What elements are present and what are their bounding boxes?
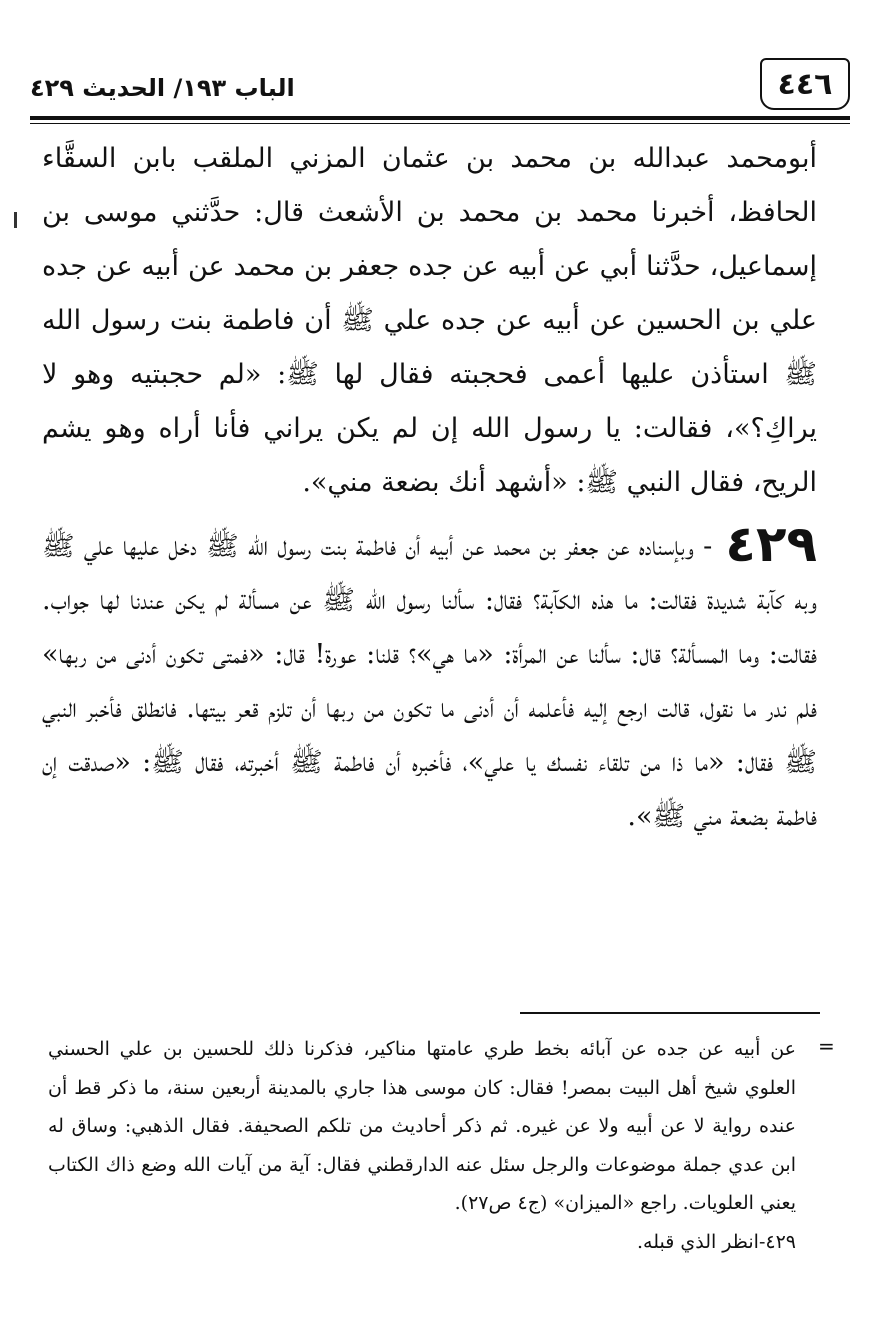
footnote-separator bbox=[520, 1012, 820, 1014]
footnote-continuation-marker: = bbox=[818, 1034, 835, 1058]
running-title: الباب ١٩٣/ الحديث ٤٢٩ bbox=[30, 74, 295, 102]
header-rule bbox=[30, 116, 850, 120]
paragraph-2: - وبإسناده عن جعفر بن محمد عن أبيه أن فاطمة بنت رسول الله ﷺ دخل عليها علي ﷺ وبه كآبة شديدة فقالت: ما هذه الكآبة؟ فقال: سألنا رسول الله ﷺ عن مسألة لم يكن عندنا لها جواب. فقالت: وما المسألة؟ قال: سألنا عن المرأة: «ما هي»؟ قلنا: عورة! قال: «فمتى تكون أدنى من ربها» فلم ندر ما نقول، قالت ارجع إليه فأعلمه أن أدنى ما تكون من ربها أن تلزم قعر بيتها. فانطلق فأخبر النبي ﷺ فقال: «ما ذا من تلقاء نفسك يا علي»، فأخبره أن فاطمة ﷺ أخبرته، فقال ﷺ: «صدقت إن فاطمة بضعة مني ﷺ». bbox=[42, 531, 817, 832]
hadith-number: ٤٢٩ bbox=[725, 515, 817, 573]
header-rule-thin bbox=[30, 123, 850, 124]
page-number: ٤٤٦ bbox=[760, 58, 850, 110]
page-header bbox=[30, 58, 850, 120]
hadith-429 bbox=[42, 515, 817, 844]
main-text bbox=[42, 132, 817, 844]
footnotes bbox=[48, 1030, 796, 1261]
footnote-2: ٤٢٩-انظر الذي قبله. bbox=[636, 1230, 796, 1253]
paragraph-1: أبومحمد عبدالله بن محمد بن عثمان المزني الملقب بابن السقَّاء الحافظ، أخبرنا محمد بن محمد بن الأشعث قال: حدَّثني موسى بن إسماعيل، حدَّثنا أبي عن أبيه عن جده جعفر بن محمد عن أبيه عن جده علي بن الحسين عن أبيه عن جده علي ﷺ أن فاطمة بنت رسول الله ﷺ استأذن عليها أعمى فحجبته فقال لها ﷺ: «لم حجبتيه وهو لا يراكِ؟»، فقالت: يا رسول الله إن لم يكن يراني فأنا أراه وهو يشم الريح، فقال النبي ﷺ: «أشهد أنك بضعة مني». bbox=[42, 143, 818, 498]
margin-mark bbox=[14, 212, 17, 228]
footnote-1: عن أبيه عن جده عن آبائه بخط طري عامتها مناكير، فذكرنا ذلك للحسين بن علي الحسني العلوي شيخ أهل البيت بمصر! فقال: كان موسى هذا جاري بالمدينة أربعين سنة، ما ذكر قط أن عنده رواية لا عن أبيه ولا عن غيره. ثم ذكر أحاديث من تلكم الصحيفة. فقال الذهبي: وساق له ابن عدي جملة موضوعات والرجل سئل عنه الدارقطني فقال: آية من آيات الله وضع ذاك الكتاب يعني العلويات. راجع «الميزان» (ج٤ ص٢٧). bbox=[48, 1038, 796, 1214]
